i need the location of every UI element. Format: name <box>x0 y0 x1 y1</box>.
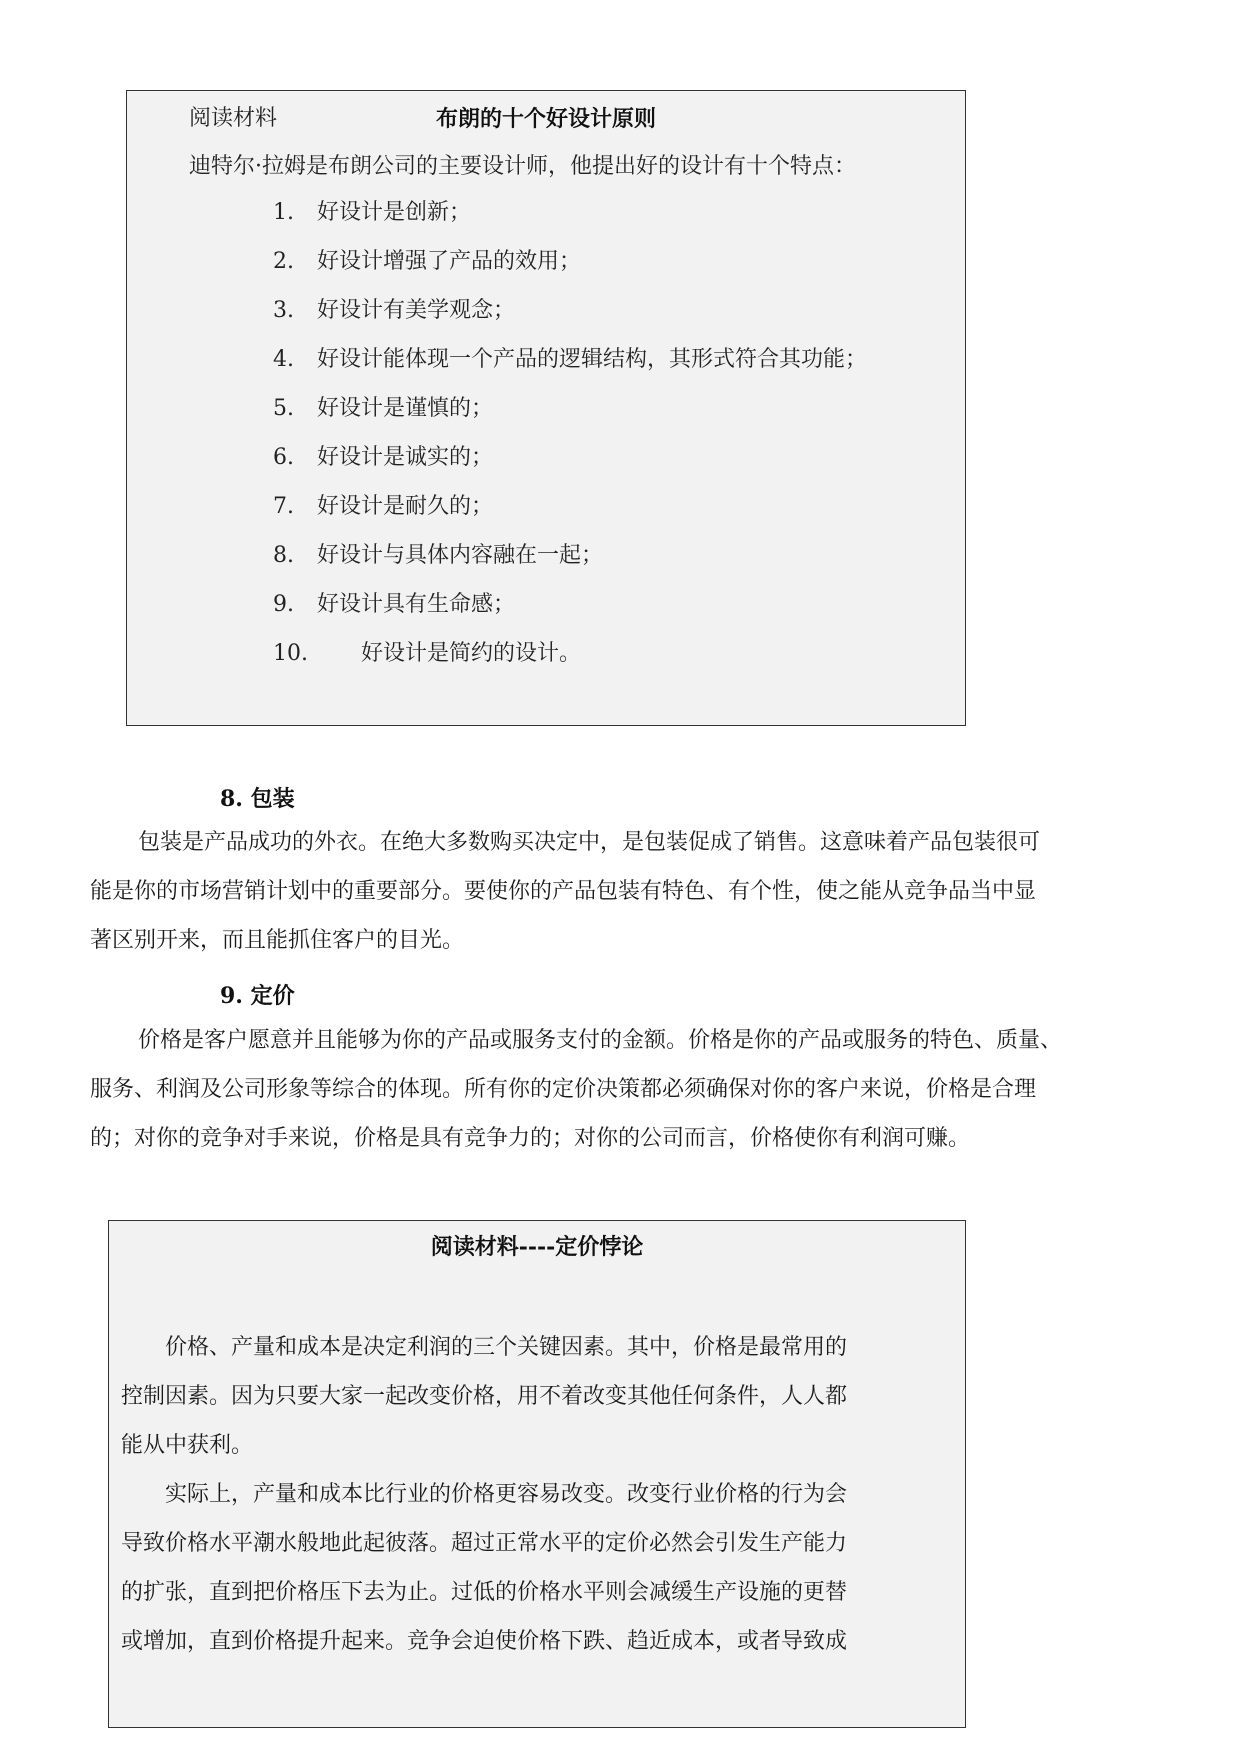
paragraph-line: 著区别开来，而且能抓住客户的目光。 <box>90 928 465 953</box>
list-item <box>273 293 867 342</box>
list-item-text: 好设计增强了产品的效用； <box>317 249 582 274</box>
list-item-text: 好设计是谨慎的； <box>317 396 494 421</box>
paragraph-line: 服务、利润及公司形象等综合的体现。所有你的定价决策都必须确保对你的客户来说，价格是合理 <box>90 1077 1037 1102</box>
paragraph-line: 的扩张，直到把价格压下去为止。过低的价格水平则会减缓生产设施的更替 <box>121 1580 848 1605</box>
paragraph-line: 能是你的市场营销计划中的重要部分。要使你的产品包装有特色、有个性，使之能从竞争品当中显 <box>90 879 1037 904</box>
list-item-number: 1. <box>273 200 294 225</box>
list-item-number: 7. <box>273 494 294 519</box>
list-item <box>273 342 867 391</box>
list-item-number: 8. <box>273 543 294 568</box>
list-item-number: 6. <box>273 445 294 470</box>
reading-box-design-principles <box>126 90 966 726</box>
list-item <box>273 636 867 685</box>
reading-title: 阅读材料----定价悖论 <box>430 1234 644 1260</box>
list-item-text: 好设计与具体内容融在一起； <box>317 543 604 568</box>
principles-list <box>273 195 867 685</box>
list-item <box>273 244 867 293</box>
list-item-number: 5. <box>273 396 294 421</box>
section-paragraph-packaging <box>90 818 1162 965</box>
section-heading-packaging: 8. 包装 <box>220 786 295 812</box>
list-item-number: 2. <box>273 249 294 274</box>
paragraph-line: 实际上，产量和成本比行业的价格更容易改变。改变行业价格的行为会 <box>165 1482 848 1507</box>
list-item <box>273 538 867 587</box>
reading-paragraph <box>121 1470 951 1666</box>
list-item <box>273 489 867 538</box>
list-item <box>273 195 867 244</box>
section-heading-pricing: 9. 定价 <box>220 983 295 1009</box>
paragraph-line: 导致价格水平潮水般地此起彼落。超过正常水平的定价必然会引发生产能力 <box>121 1531 848 1556</box>
paragraph-line: 或增加，直到价格提升起来。竞争会迫使价格下跌、趋近成本，或者导致成 <box>121 1629 848 1654</box>
reading-box-pricing-paradox <box>108 1220 966 1728</box>
list-item-number: 3. <box>273 298 294 323</box>
reading-intro: 迪特尔·拉姆是布朗公司的主要设计师，他提出好的设计有十个特点： <box>189 154 856 179</box>
list-item-text: 好设计是诚实的； <box>317 445 494 470</box>
paragraph-line: 控制因素。因为只要大家一起改变价格，用不着改变其他任何条件，人人都 <box>121 1384 848 1409</box>
list-item <box>273 391 867 440</box>
list-item <box>273 440 867 489</box>
list-item-text: 好设计能体现一个产品的逻辑结构，其形式符合其功能； <box>317 347 868 372</box>
list-item-text: 好设计是简约的设计。 <box>361 641 582 666</box>
paragraph-line: 能从中获利。 <box>121 1433 254 1458</box>
list-item-number: 4. <box>273 347 294 372</box>
paragraph-line: 价格是客户愿意并且能够为你的产品或服务支付的金额。价格是你的产品或服务的特色、质量、 <box>138 1028 1063 1053</box>
paragraph-line: 价格、产量和成本是决定利润的三个关键因素。其中，价格是最常用的 <box>165 1335 848 1360</box>
list-item-number: 9. <box>273 592 294 617</box>
list-item <box>273 587 867 636</box>
reading-label: 阅读材料 <box>189 106 278 131</box>
list-item-text: 好设计有美学观念； <box>317 298 516 323</box>
list-item-text: 好设计是创新； <box>317 200 472 225</box>
reading-paragraph <box>121 1323 951 1470</box>
paragraph-line: 的；对你的竞争对手来说，价格是具有竞争力的；对你的公司而言，价格使你有利润可赚。 <box>90 1126 971 1151</box>
list-item-text: 好设计是耐久的； <box>317 494 494 519</box>
reading-title: 布朗的十个好设计原则 <box>435 106 656 132</box>
section-paragraph-pricing <box>90 1016 1162 1163</box>
paragraph-line: 包装是产品成功的外衣。在绝大多数购买决定中，是包装促成了销售。这意味着产品包装很可 <box>138 830 1041 855</box>
list-item-number: 10. <box>273 641 308 666</box>
list-item-text: 好设计具有生命感； <box>317 592 516 617</box>
